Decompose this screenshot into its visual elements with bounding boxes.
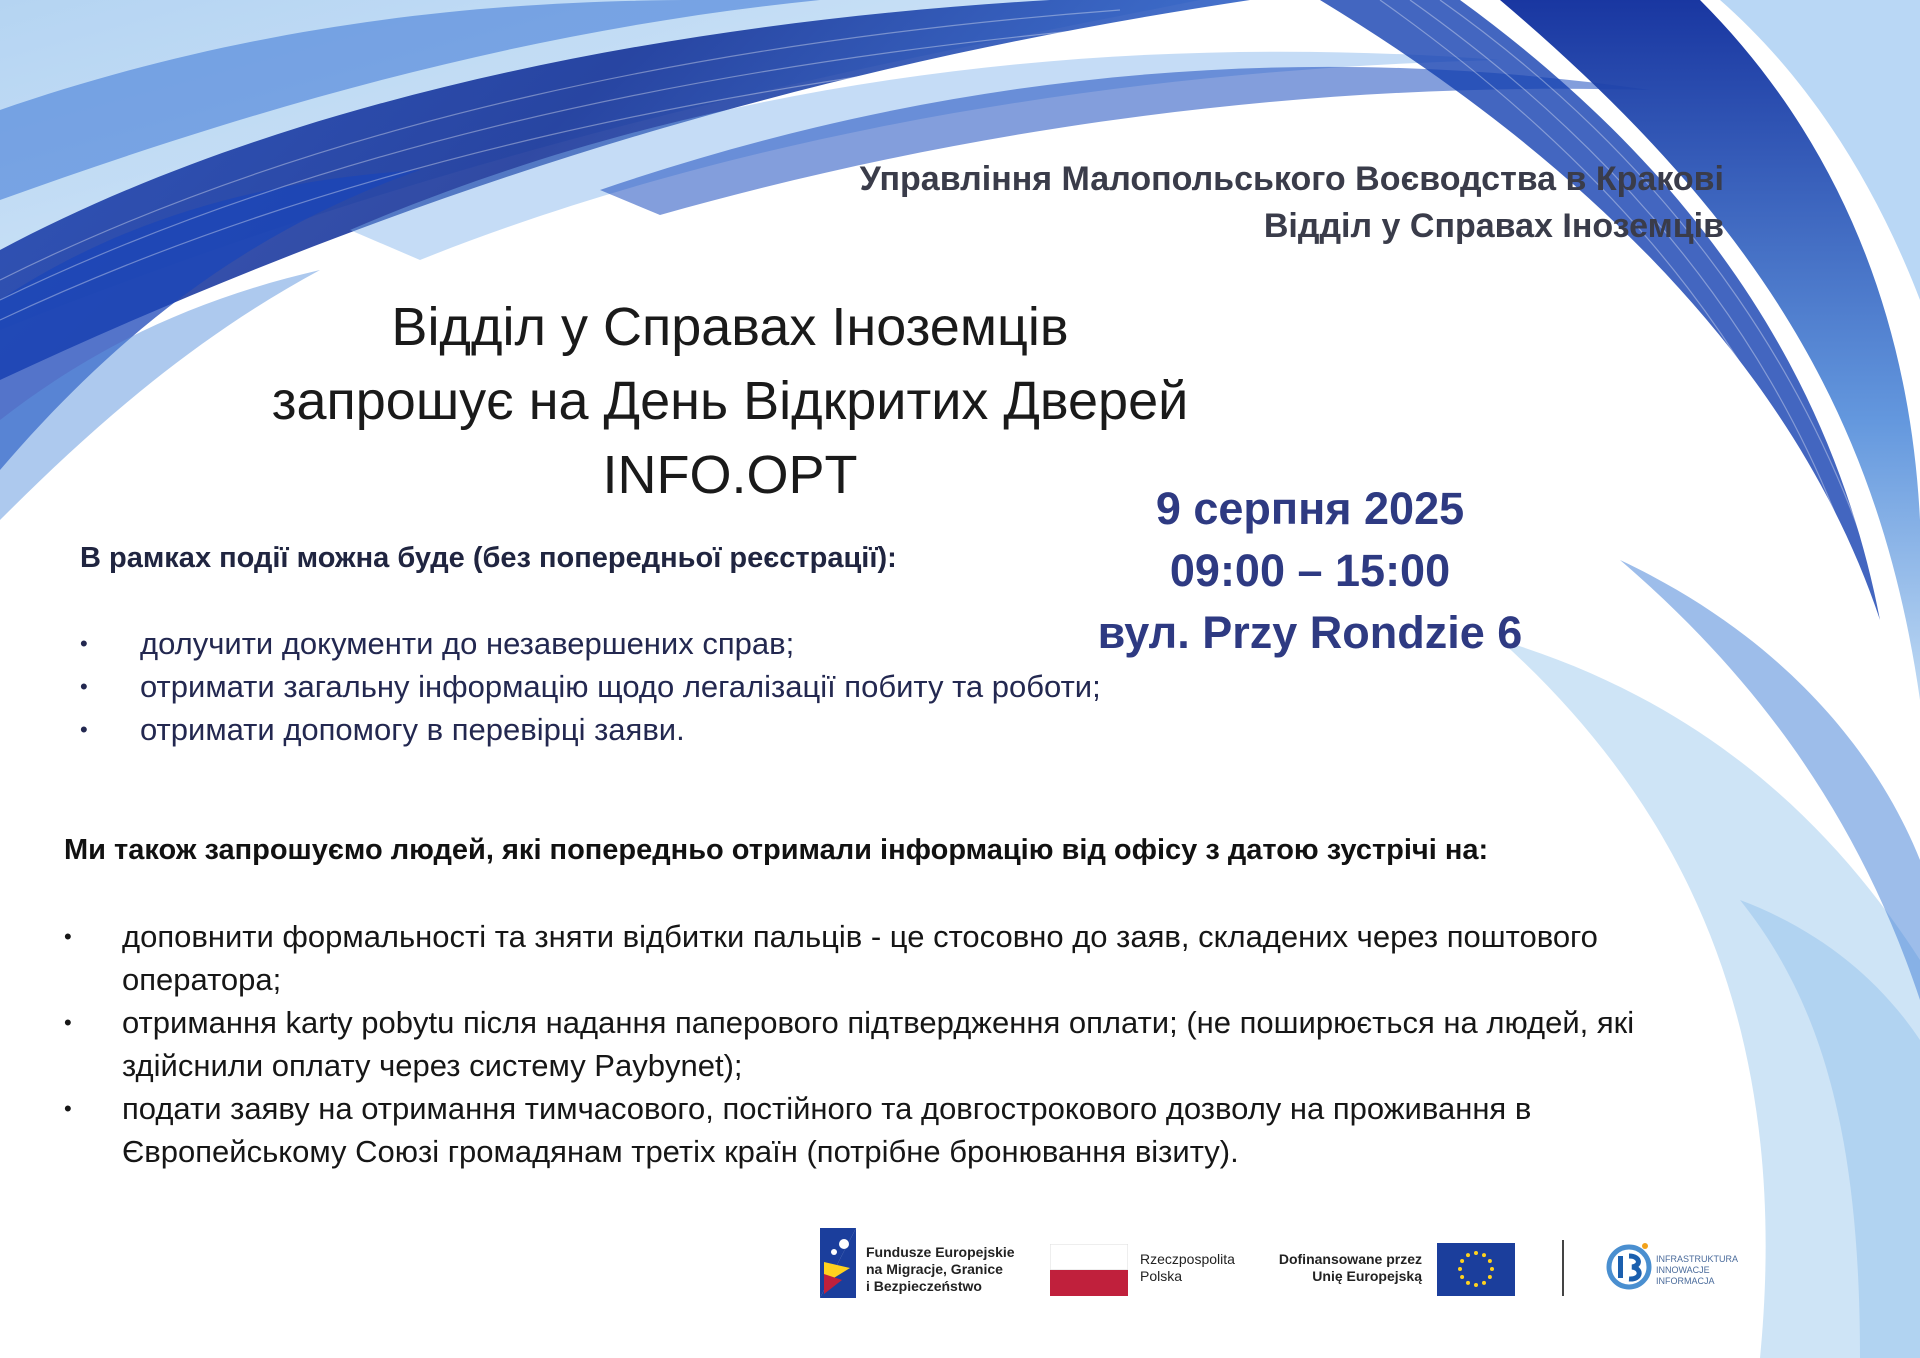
fe-logo-text xyxy=(866,1244,1036,1295)
i3-logo-icon xyxy=(1605,1238,1653,1296)
list-item: • доповнити формальності та зняти відбитки пальців - це стосовно до заяв, складених через поштового оператора; xyxy=(62,915,1722,1001)
section1-heading: В рамках події можна буде (без попередньої реєстрації): xyxy=(80,542,897,574)
i3-logo-line3: INFORMACJA xyxy=(1656,1276,1715,1286)
fe-logo-line2: na Migracje, Granice xyxy=(866,1261,1003,1277)
event-address: вул. Przy Rondzie 6 xyxy=(1097,607,1523,658)
list-item: • отримати загальну інформацію щодо легалізації побиту та роботи; xyxy=(78,665,1228,708)
main-title-line2: запрошує на День Відкритих Дверей xyxy=(271,371,1189,431)
section1-list xyxy=(78,622,1228,751)
fe-logo-icon xyxy=(820,1228,856,1298)
pl-flag-icon xyxy=(1050,1244,1128,1296)
section2-list xyxy=(62,915,1722,1173)
office-header xyxy=(860,156,1724,250)
pl-logo-text xyxy=(1140,1251,1250,1285)
list-item: • отримати допомогу в перевірці заяви. xyxy=(78,708,1228,751)
list-item: • отримання karty pobytu після надання паперового підтвердження оплати; (не поширюється на людей, які здійснили оплату через систему Paybynet); xyxy=(62,1001,1722,1087)
section2-heading: Ми також запрошуємо людей, які попередньо отримали інформацію від офісу з датою зустрічі на: xyxy=(64,834,1489,866)
i3-logo-text xyxy=(1656,1254,1766,1287)
footer-logos xyxy=(0,1228,1760,1330)
list-item: • подати заяву на отримання тимчасового, постійного та довгострокового дозволу на проживання в Європейському Союзі громадянам третіх країн (потрібне бронювання візиту). xyxy=(62,1087,1722,1173)
main-title-line1: Відділ у Справах Іноземців xyxy=(391,297,1069,357)
event-date: 9 серпня 2025 xyxy=(1155,483,1465,534)
main-title-line3: INFO.OPT xyxy=(602,445,858,505)
eu-logo-text xyxy=(1262,1251,1422,1285)
pl-logo-line2: Polska xyxy=(1140,1268,1183,1284)
fe-logo-line1: Fundusze Europejskie xyxy=(866,1244,1015,1260)
footer-divider xyxy=(1562,1240,1564,1296)
fe-logo-line3: i Bezpieczeństwo xyxy=(866,1278,982,1294)
eu-logo-line2: Unię Europejską xyxy=(1312,1268,1422,1284)
eu-logo-line1: Dofinansowane przez xyxy=(1278,1251,1422,1267)
i3-logo-line1: INFRASTRUKTURA xyxy=(1656,1254,1739,1264)
eu-flag-icon xyxy=(1437,1243,1515,1296)
event-time: 09:00 – 15:00 xyxy=(1169,545,1451,596)
office-header-line1: Управління Малопольського Воєводства в Кракові xyxy=(859,160,1724,198)
pl-logo-line1: Rzeczpospolita xyxy=(1140,1251,1235,1267)
office-header-line2: Відділ у Справах Іноземців xyxy=(1263,207,1724,245)
i3-logo-line2: INNOWACJE xyxy=(1656,1265,1710,1275)
list-item: • долучити документи до незавершених справ; xyxy=(78,622,1228,665)
